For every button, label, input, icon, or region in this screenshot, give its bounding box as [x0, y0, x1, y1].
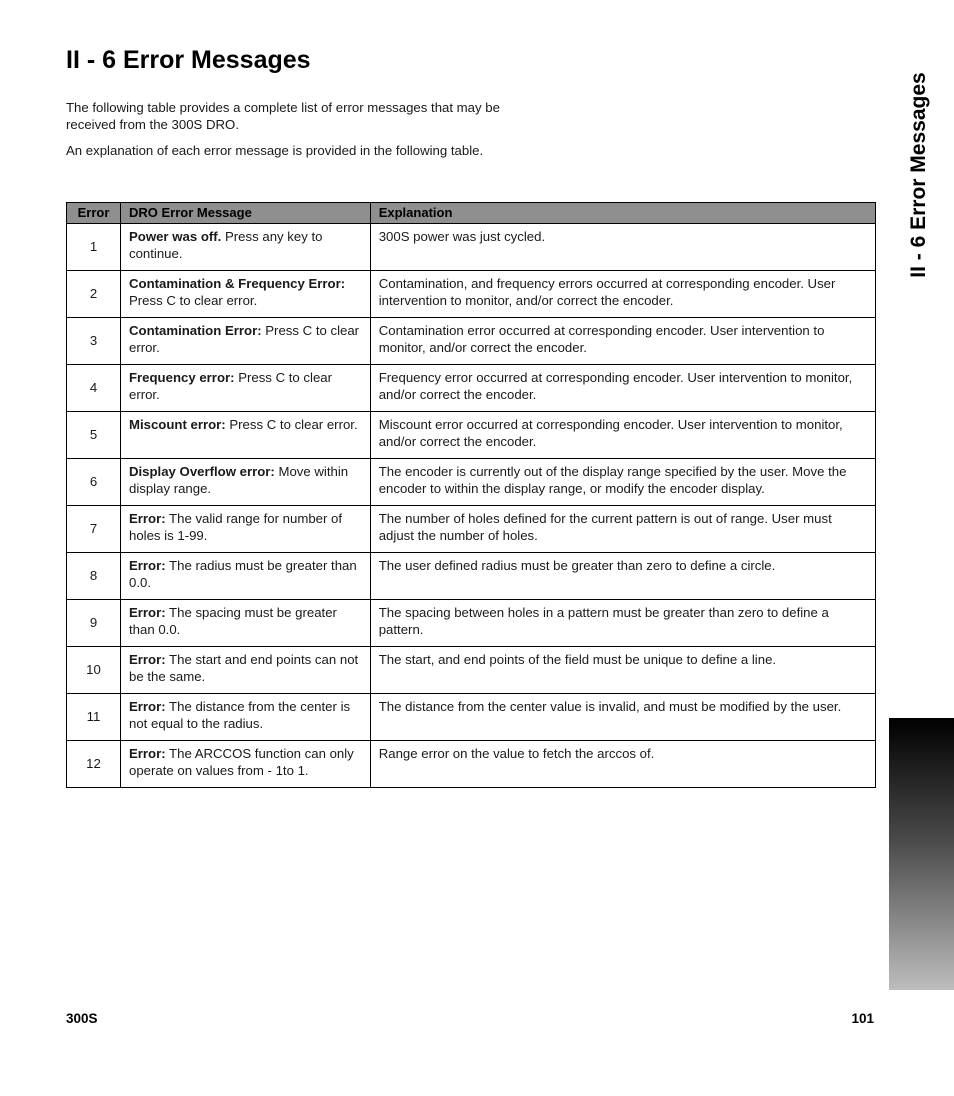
error-message — [120, 600, 370, 647]
error-message-bold: Power was off. — [128, 229, 222, 244]
error-message — [120, 271, 370, 318]
error-code: 2 — [67, 271, 121, 318]
error-message — [120, 553, 370, 600]
error-message-text: The radius must be greater than 0.0. — [128, 558, 357, 590]
error-message-bold: Frequency error: — [128, 370, 235, 385]
error-explanation: The spacing between holes in a pattern must be greater than zero to define a pattern. — [370, 600, 875, 647]
header-message: DRO Error Message — [120, 203, 370, 224]
error-message-text: Move within display range. — [128, 464, 349, 496]
error-message-text: Press C to clear error. — [225, 417, 358, 432]
error-explanation: 300S power was just cycled. — [370, 224, 875, 271]
error-explanation: The number of holes defined for the current pattern is out of range. User must adjust the number of holes. — [370, 506, 875, 553]
error-message-bold: Error: — [128, 558, 166, 573]
error-message-text: Press C to clear error. — [128, 292, 258, 308]
table-row — [67, 647, 876, 694]
table-row — [67, 506, 876, 553]
error-explanation: Frequency error occurred at corresponding encoder. User intervention to monitor, and/or correct the encoder. — [370, 365, 875, 412]
error-message-bold: Contamination Error: — [128, 323, 262, 338]
error-code: 8 — [67, 553, 121, 600]
table-row — [67, 271, 876, 318]
error-message-bold: Display Overflow error: — [128, 464, 275, 479]
table-row — [67, 412, 876, 459]
error-explanation: The start, and end points of the field must be unique to define a line. — [370, 647, 875, 694]
error-message — [120, 318, 370, 365]
error-message-text: The valid range for number of holes is 1-99. — [128, 511, 343, 543]
error-message-bold: Error: — [128, 746, 166, 761]
table-row — [67, 365, 876, 412]
error-message-bold: Error: — [128, 652, 166, 667]
table-row — [67, 224, 876, 271]
table-body — [67, 224, 876, 788]
error-message-text: The start and end points can not be the same. — [128, 652, 359, 684]
error-message-text: Press C to clear error. — [128, 323, 360, 355]
error-message — [120, 224, 370, 271]
error-code: 5 — [67, 412, 121, 459]
error-message — [120, 647, 370, 694]
error-message-text: Press any key to continue. — [128, 229, 323, 261]
table-row — [67, 318, 876, 365]
error-message — [120, 506, 370, 553]
error-code: 11 — [67, 694, 121, 741]
error-code: 1 — [67, 224, 121, 271]
error-message-bold: Error: — [128, 511, 166, 526]
error-message — [120, 459, 370, 506]
intro-paragraph-1: The following table provides a complete list of error messages that may be received from the 300S DRO. — [66, 100, 500, 132]
error-message-bold: Miscount error: — [128, 417, 226, 432]
error-message-text: The spacing must be greater than 0.0. — [128, 605, 337, 637]
error-explanation: The encoder is currently out of the display range specified by the user. Move the encoder to within the display range, or modify the encoder display. — [370, 459, 875, 506]
error-message-text: The distance from the center is not equal to the radius. — [128, 699, 351, 731]
error-code: 9 — [67, 600, 121, 647]
header-explanation: Explanation — [370, 203, 875, 224]
error-explanation: Miscount error occurred at corresponding encoder. User intervention to monitor, and/or correct the encoder. — [370, 412, 875, 459]
table-row — [67, 741, 876, 788]
error-code: 3 — [67, 318, 121, 365]
error-messages-table — [66, 202, 876, 788]
side-section-heading: II - 6 Error Messages — [907, 72, 930, 278]
error-message-text: The ARCCOS function can only operate on values from - 1to 1. — [128, 746, 354, 778]
error-message-text: Press C to clear error. — [128, 370, 333, 402]
page-title: II - 6 Error Messages — [66, 46, 311, 74]
error-code: 6 — [67, 459, 121, 506]
error-explanation: The user defined radius must be greater than zero to define a circle. — [370, 553, 875, 600]
footer-page-number: 101 — [851, 1011, 874, 1026]
error-explanation: Contamination, and frequency errors occurred at corresponding encoder. User intervention to monitor, and/or correct the encoder. — [370, 271, 875, 318]
table-row — [67, 600, 876, 647]
error-explanation: Range error on the value to fetch the arccos of. — [370, 741, 875, 788]
error-message — [120, 741, 370, 788]
table-row — [67, 553, 876, 600]
intro-text — [66, 100, 506, 170]
header-error: Error — [67, 203, 121, 224]
intro-paragraph-2: An explanation of each error message is provided in the following table. — [66, 143, 484, 158]
table-row — [67, 459, 876, 506]
side-thumb-tab — [889, 718, 954, 990]
error-message-bold: Error: — [128, 699, 166, 714]
error-code: 4 — [67, 365, 121, 412]
table-header-row — [67, 203, 876, 224]
error-message-bold: Error: — [128, 605, 166, 620]
error-message-bold: Contamination & Frequency Error: — [128, 276, 346, 291]
error-message — [120, 694, 370, 741]
error-code: 10 — [67, 647, 121, 694]
error-explanation: Contamination error occurred at corresponding encoder. User intervention to monitor, and/or correct the encoder. — [370, 318, 875, 365]
error-message — [120, 412, 370, 459]
table-row — [67, 694, 876, 741]
footer-product: 300S — [66, 1011, 98, 1026]
error-code: 7 — [67, 506, 121, 553]
error-explanation: The distance from the center value is invalid, and must be modified by the user. — [370, 694, 875, 741]
error-code: 12 — [67, 741, 121, 788]
error-message — [120, 365, 370, 412]
